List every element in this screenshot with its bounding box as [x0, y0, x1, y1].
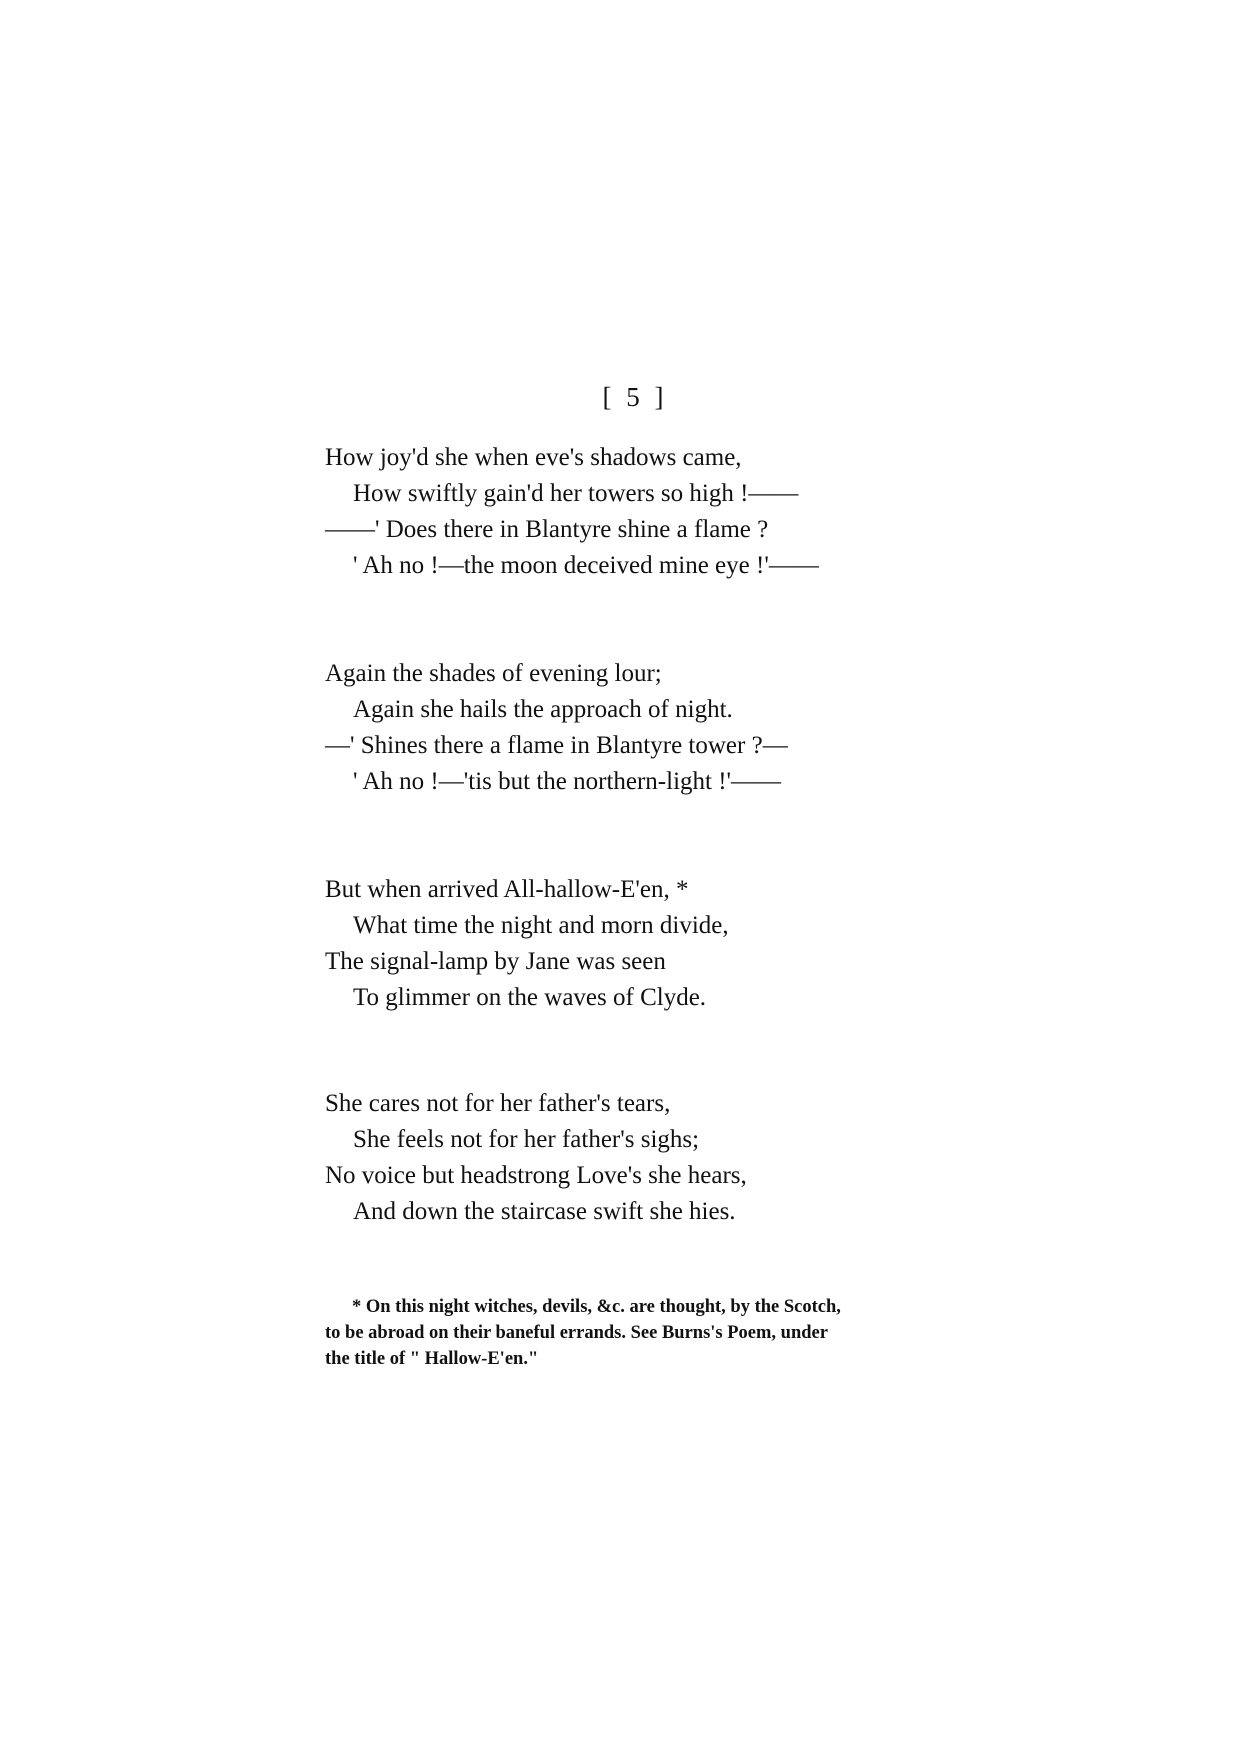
verse-line: No voice but headstrong Love's she hears, [325, 1162, 747, 1189]
verse-line: She cares not for her father's tears, [325, 1090, 671, 1117]
stanza-2 [325, 656, 975, 800]
stanza-1 [325, 440, 975, 584]
footnote-line: * On this night witches, devils, &c. are thought, by the Scotch, [352, 1297, 841, 1317]
footnote [325, 1294, 945, 1372]
verse-line: To glimmer on the waves of Clyde. [353, 984, 707, 1011]
footnote-line: to be abroad on their baneful errands. See Burns's Poem, under [325, 1323, 828, 1343]
verse-line: What time the night and morn divide, [353, 912, 729, 939]
verse-line: ——' Does there in Blantyre shine a flame ? [325, 516, 769, 543]
verse-line: And down the staircase swift she hies. [353, 1198, 736, 1225]
verse-line: —' Shines there a flame in Blantyre tower ?— [325, 732, 788, 759]
verse-line: How swiftly gain'd her towers so high !—— [353, 480, 799, 507]
stanza-4 [325, 1086, 975, 1230]
verse-line: Again the shades of evening lour; [325, 660, 662, 687]
verse-line: How joy'd she when eve's shadows came, [325, 444, 742, 471]
verse-line: The signal-lamp by Jane was seen [325, 948, 666, 975]
stanza-3 [325, 872, 975, 1016]
verse-line: Again she hails the approach of night. [353, 696, 733, 723]
page-number: [ 5 ] [602, 382, 668, 412]
verse-line: ' Ah no !—the moon deceived mine eye !'—— [353, 552, 819, 579]
verse-line: She feels not for her father's sighs; [353, 1126, 700, 1153]
verse-line: But when arrived All-hallow-E'en, * [325, 876, 689, 903]
footnote-line: the title of " Hallow-E'en." [325, 1349, 539, 1369]
verse-line: ' Ah no !—'tis but the northern-light !'—— [353, 768, 782, 795]
